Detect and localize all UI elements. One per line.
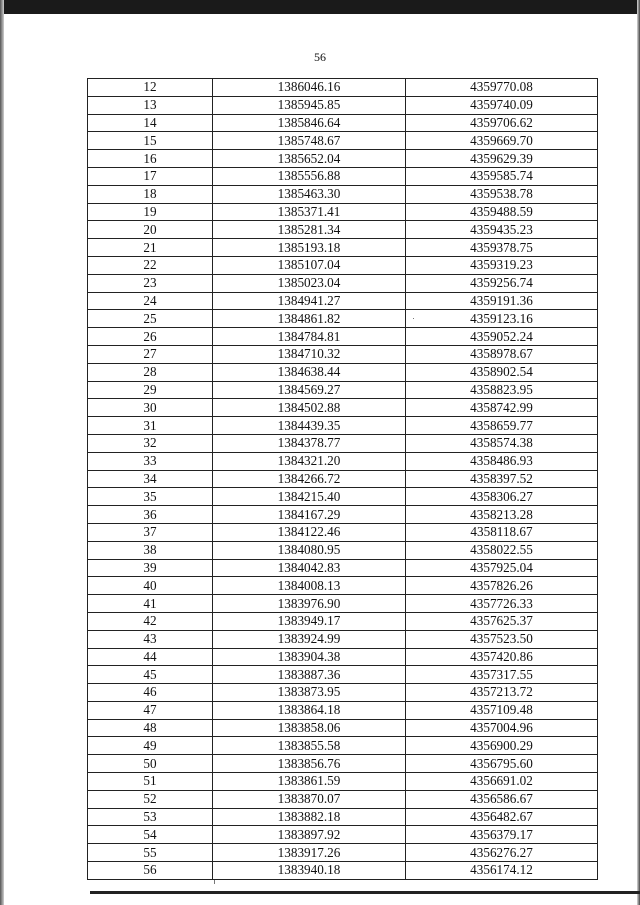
x-coordinate-cell: 1384941.27 <box>213 292 406 310</box>
table-row <box>88 844 598 862</box>
x-coordinate-cell: 1383897.92 <box>213 826 406 844</box>
table-row <box>88 701 598 719</box>
table-row <box>88 862 598 880</box>
table-row <box>88 755 598 773</box>
point-number-cell: 13 <box>88 96 213 114</box>
point-number-cell: 34 <box>88 470 213 488</box>
y-coordinate-cell: 4356482.67 <box>406 808 598 826</box>
x-coordinate-cell: 1385463.30 <box>213 185 406 203</box>
point-number-cell: 19 <box>88 203 213 221</box>
point-number-cell: 50 <box>88 755 213 773</box>
point-number-cell: 52 <box>88 790 213 808</box>
table-row <box>88 203 598 221</box>
point-number-cell: 48 <box>88 719 213 737</box>
table-row <box>88 826 598 844</box>
table-row <box>88 132 598 150</box>
y-coordinate-cell: 4358486.93 <box>406 452 598 470</box>
y-coordinate-cell: 4358659.77 <box>406 417 598 435</box>
table-row <box>88 506 598 524</box>
table-row <box>88 523 598 541</box>
x-coordinate-cell: 1385846.64 <box>213 114 406 132</box>
y-coordinate-cell: 4356174.12 <box>406 862 598 880</box>
x-coordinate-cell: 1384321.20 <box>213 452 406 470</box>
table-row <box>88 363 598 381</box>
x-coordinate-cell: 1383940.18 <box>213 862 406 880</box>
point-number-cell: 54 <box>88 826 213 844</box>
table-row <box>88 488 598 506</box>
table-row <box>88 434 598 452</box>
scan-border-top <box>0 0 640 14</box>
table-row <box>88 274 598 292</box>
point-number-cell: 12 <box>88 79 213 97</box>
point-number-cell: 37 <box>88 523 213 541</box>
x-coordinate-cell: 1383861.59 <box>213 773 406 791</box>
point-number-cell: 26 <box>88 328 213 346</box>
point-number-cell: 18 <box>88 185 213 203</box>
x-coordinate-cell: 1385652.04 <box>213 150 406 168</box>
y-coordinate-cell: 4359770.08 <box>406 79 598 97</box>
point-number-cell: 46 <box>88 684 213 702</box>
x-coordinate-cell: 1385556.88 <box>213 167 406 185</box>
point-number-cell: 56 <box>88 862 213 880</box>
y-coordinate-cell: 4358574.38 <box>406 434 598 452</box>
point-number-cell: 32 <box>88 434 213 452</box>
x-coordinate-cell: 1384502.88 <box>213 399 406 417</box>
y-coordinate-cell: 4359538.78 <box>406 185 598 203</box>
x-coordinate-cell: 1383855.58 <box>213 737 406 755</box>
y-coordinate-cell: 4359123.16 <box>406 310 598 328</box>
point-number-cell: 55 <box>88 844 213 862</box>
x-coordinate-cell: 1384042.83 <box>213 559 406 577</box>
y-coordinate-cell: 4357625.37 <box>406 612 598 630</box>
x-coordinate-cell: 1384861.82 <box>213 310 406 328</box>
y-coordinate-cell: 4359191.36 <box>406 292 598 310</box>
y-coordinate-cell: 4358823.95 <box>406 381 598 399</box>
y-coordinate-cell: 4359706.62 <box>406 114 598 132</box>
y-coordinate-cell: 4357317.55 <box>406 666 598 684</box>
point-number-cell: 53 <box>88 808 213 826</box>
x-coordinate-cell: 1383882.18 <box>213 808 406 826</box>
x-coordinate-cell: 1385371.41 <box>213 203 406 221</box>
table-row <box>88 595 598 613</box>
y-coordinate-cell: 4356900.29 <box>406 737 598 755</box>
point-number-cell: 51 <box>88 773 213 791</box>
table-row <box>88 221 598 239</box>
table-row <box>88 292 598 310</box>
x-coordinate-cell: 1385281.34 <box>213 221 406 239</box>
table-row <box>88 452 598 470</box>
y-coordinate-cell: 4356691.02 <box>406 773 598 791</box>
point-number-cell: 42 <box>88 612 213 630</box>
y-coordinate-cell: 4357826.26 <box>406 577 598 595</box>
y-coordinate-cell: 4359052.24 <box>406 328 598 346</box>
x-coordinate-cell: 1383924.99 <box>213 630 406 648</box>
point-number-cell: 25 <box>88 310 213 328</box>
point-number-cell: 14 <box>88 114 213 132</box>
table-row <box>88 79 598 97</box>
table-row <box>88 96 598 114</box>
table-row <box>88 666 598 684</box>
table-row <box>88 239 598 257</box>
table-row <box>88 150 598 168</box>
y-coordinate-cell: 4358306.27 <box>406 488 598 506</box>
scan-border-bottom <box>90 891 640 894</box>
x-coordinate-cell: 1383887.36 <box>213 666 406 684</box>
point-number-cell: 30 <box>88 399 213 417</box>
y-coordinate-cell: 4359319.23 <box>406 256 598 274</box>
x-coordinate-cell: 1384569.27 <box>213 381 406 399</box>
y-coordinate-cell: 4356586.67 <box>406 790 598 808</box>
y-coordinate-cell: 4358397.52 <box>406 470 598 488</box>
table-row <box>88 256 598 274</box>
x-coordinate-cell: 1383864.18 <box>213 701 406 719</box>
x-coordinate-cell: 1384080.95 <box>213 541 406 559</box>
point-number-cell: 49 <box>88 737 213 755</box>
table-row <box>88 630 598 648</box>
y-coordinate-cell: 4357213.72 <box>406 684 598 702</box>
y-coordinate-cell: 4359378.75 <box>406 239 598 257</box>
table-row <box>88 114 598 132</box>
point-number-cell: 44 <box>88 648 213 666</box>
x-coordinate-cell: 1384008.13 <box>213 577 406 595</box>
table-row <box>88 612 598 630</box>
y-coordinate-cell: 4357109.48 <box>406 701 598 719</box>
y-coordinate-cell: 4356276.27 <box>406 844 598 862</box>
y-coordinate-cell: 4358213.28 <box>406 506 598 524</box>
point-number-cell: 45 <box>88 666 213 684</box>
table-row <box>88 577 598 595</box>
point-number-cell: 15 <box>88 132 213 150</box>
table-row <box>88 790 598 808</box>
table-row <box>88 648 598 666</box>
point-number-cell: 20 <box>88 221 213 239</box>
y-coordinate-cell: 4358118.67 <box>406 523 598 541</box>
point-number-cell: 33 <box>88 452 213 470</box>
x-coordinate-cell: 1385193.18 <box>213 239 406 257</box>
point-number-cell: 22 <box>88 256 213 274</box>
table-row <box>88 399 598 417</box>
y-coordinate-cell: 4356795.60 <box>406 755 598 773</box>
table-row <box>88 808 598 826</box>
table-row <box>88 167 598 185</box>
table-row <box>88 737 598 755</box>
table-row <box>88 345 598 363</box>
point-number-cell: 38 <box>88 541 213 559</box>
table-row <box>88 470 598 488</box>
x-coordinate-cell: 1383949.17 <box>213 612 406 630</box>
y-coordinate-cell: 4359629.39 <box>406 150 598 168</box>
y-coordinate-cell: 4358022.55 <box>406 541 598 559</box>
table-row <box>88 417 598 435</box>
x-coordinate-cell: 1383873.95 <box>213 684 406 702</box>
x-coordinate-cell: 1384266.72 <box>213 470 406 488</box>
x-coordinate-cell: 1383858.06 <box>213 719 406 737</box>
x-coordinate-cell: 1383856.76 <box>213 755 406 773</box>
x-coordinate-cell: 1383904.38 <box>213 648 406 666</box>
x-coordinate-cell: 1385945.85 <box>213 96 406 114</box>
scan-speck <box>214 880 215 884</box>
point-number-cell: 39 <box>88 559 213 577</box>
y-coordinate-cell: 4359256.74 <box>406 274 598 292</box>
y-coordinate-cell: 4357726.33 <box>406 595 598 613</box>
scan-border-left <box>0 0 4 905</box>
x-coordinate-cell: 1385107.04 <box>213 256 406 274</box>
point-number-cell: 40 <box>88 577 213 595</box>
table-row <box>88 310 598 328</box>
x-coordinate-cell: 1383870.07 <box>213 790 406 808</box>
point-number-cell: 27 <box>88 345 213 363</box>
x-coordinate-cell: 1383976.90 <box>213 595 406 613</box>
coordinates-table-body <box>88 79 598 880</box>
x-coordinate-cell: 1384122.46 <box>213 523 406 541</box>
y-coordinate-cell: 4359740.09 <box>406 96 598 114</box>
point-number-cell: 16 <box>88 150 213 168</box>
x-coordinate-cell: 1385023.04 <box>213 274 406 292</box>
y-coordinate-cell: 4358978.67 <box>406 345 598 363</box>
point-number-cell: 29 <box>88 381 213 399</box>
y-coordinate-cell: 4357004.96 <box>406 719 598 737</box>
table-row <box>88 559 598 577</box>
x-coordinate-cell: 1384215.40 <box>213 488 406 506</box>
y-coordinate-cell: 4357523.50 <box>406 630 598 648</box>
page-number: 56 <box>314 50 326 64</box>
point-number-cell: 41 <box>88 595 213 613</box>
x-coordinate-cell: 1383917.26 <box>213 844 406 862</box>
y-coordinate-cell: 4356379.17 <box>406 826 598 844</box>
y-coordinate-cell: 4359488.59 <box>406 203 598 221</box>
x-coordinate-cell: 1384710.32 <box>213 345 406 363</box>
y-coordinate-cell: 4357420.86 <box>406 648 598 666</box>
y-coordinate-cell: 4357925.04 <box>406 559 598 577</box>
x-coordinate-cell: 1384439.35 <box>213 417 406 435</box>
x-coordinate-cell: 1384784.81 <box>213 328 406 346</box>
x-coordinate-cell: 1386046.16 <box>213 79 406 97</box>
point-number-cell: 31 <box>88 417 213 435</box>
coordinates-table <box>87 78 598 880</box>
y-coordinate-cell: 4359669.70 <box>406 132 598 150</box>
y-coordinate-cell: 4358902.54 <box>406 363 598 381</box>
x-coordinate-cell: 1384378.77 <box>213 434 406 452</box>
scan-speck <box>413 318 414 319</box>
table-row <box>88 541 598 559</box>
point-number-cell: 36 <box>88 506 213 524</box>
point-number-cell: 21 <box>88 239 213 257</box>
table-row <box>88 684 598 702</box>
point-number-cell: 47 <box>88 701 213 719</box>
table-row <box>88 773 598 791</box>
point-number-cell: 28 <box>88 363 213 381</box>
y-coordinate-cell: 4358742.99 <box>406 399 598 417</box>
point-number-cell: 35 <box>88 488 213 506</box>
table-row <box>88 719 598 737</box>
x-coordinate-cell: 1385748.67 <box>213 132 406 150</box>
point-number-cell: 24 <box>88 292 213 310</box>
x-coordinate-cell: 1384167.29 <box>213 506 406 524</box>
y-coordinate-cell: 4359585.74 <box>406 167 598 185</box>
point-number-cell: 17 <box>88 167 213 185</box>
point-number-cell: 43 <box>88 630 213 648</box>
table-row <box>88 328 598 346</box>
x-coordinate-cell: 1384638.44 <box>213 363 406 381</box>
y-coordinate-cell: 4359435.23 <box>406 221 598 239</box>
table-row <box>88 381 598 399</box>
point-number-cell: 23 <box>88 274 213 292</box>
table-row <box>88 185 598 203</box>
